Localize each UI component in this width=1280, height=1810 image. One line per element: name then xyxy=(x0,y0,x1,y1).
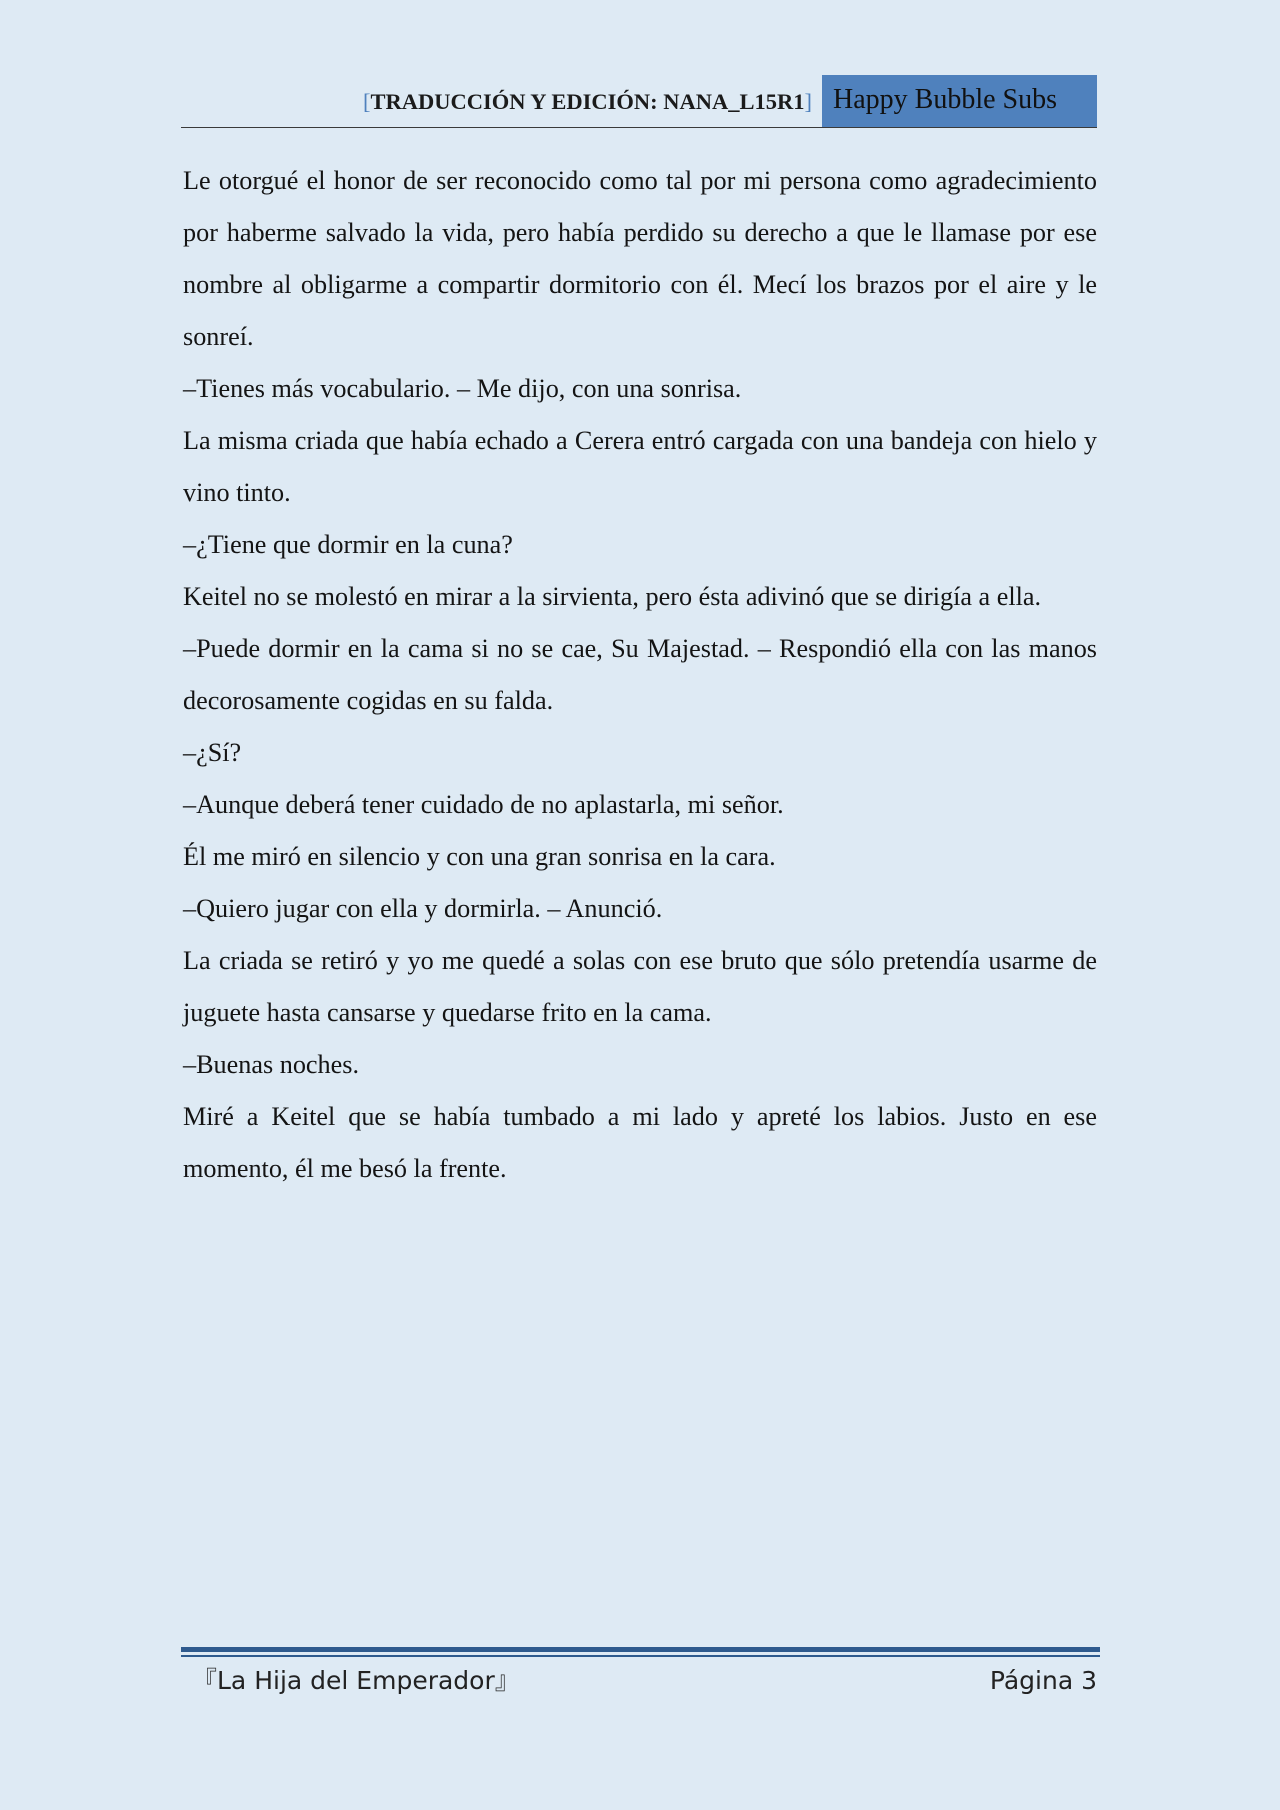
paragraph-6: –Puede dormir en la cama si no se cae, Su Majestad. – Respondió ella con las manos decorosamente cogidas en su falda. xyxy=(183,634,1097,715)
paragraph-2: –Tienes más vocabulario. – Me dijo, con una sonrisa. xyxy=(183,374,742,403)
paragraph-5: Keitel no se molestó en mirar a la sirvienta, pero ésta adivinó que se dirigía a ella. xyxy=(183,582,1042,611)
paragraph-4: –¿Tiene que dormir en la cuna? xyxy=(183,530,513,559)
page-header xyxy=(181,75,1097,128)
header-bracket-open: [ xyxy=(363,89,371,114)
paragraph-8: –Aunque deberá tener cuidado de no aplastarla, mi señor. xyxy=(183,790,784,819)
paragraph-13: Miré a Keitel que se había tumbado a mi lado y apreté los labios. Justo en ese momento, él me besó la frente. xyxy=(183,1102,1097,1183)
header-credits xyxy=(181,75,812,127)
footer-page-number: Página 3 xyxy=(989,1666,1097,1695)
paragraph-12: –Buenas noches. xyxy=(183,1050,359,1079)
footer-divider-thick xyxy=(181,1647,1100,1652)
paragraph-1: Le otorgué el honor de ser reconocido como tal por mi persona como agradecimiento por haberme salvado la vida, pero había perdido su derecho a que le llamase por ese nombre al obligarme a compartir dormitorio con él. Mecí los brazos por el aire y le sonreí. xyxy=(183,166,1097,351)
paragraph-10: –Quiero jugar con ella y dormirla. – Anunció. xyxy=(183,894,663,923)
header-title-text: TRADUCCIÓN Y EDICIÓN: NANA_L15R1 xyxy=(370,89,805,114)
body-text xyxy=(183,155,1097,1195)
paragraph-9: Él me miró en silencio y con una gran sonrisa en la cara. xyxy=(183,842,776,871)
header-bracket-close: ] xyxy=(804,89,812,114)
footer-book-title: 『La Hija del Emperador』 xyxy=(192,1666,520,1695)
paragraph-7: –¿Sí? xyxy=(183,738,242,767)
paragraph-3: La misma criada que había echado a Cerera entró cargada con una bandeja con hielo y vino tinto. xyxy=(183,426,1097,507)
footer-divider-thin xyxy=(181,1655,1100,1657)
header-brand-badge: Happy Bubble Subs xyxy=(822,75,1097,127)
paragraph-11: La criada se retiró y yo me quedé a solas con ese bruto que sólo pretendía usarme de juguete hasta cansarse y quedarse frito en la cama. xyxy=(183,946,1097,1027)
